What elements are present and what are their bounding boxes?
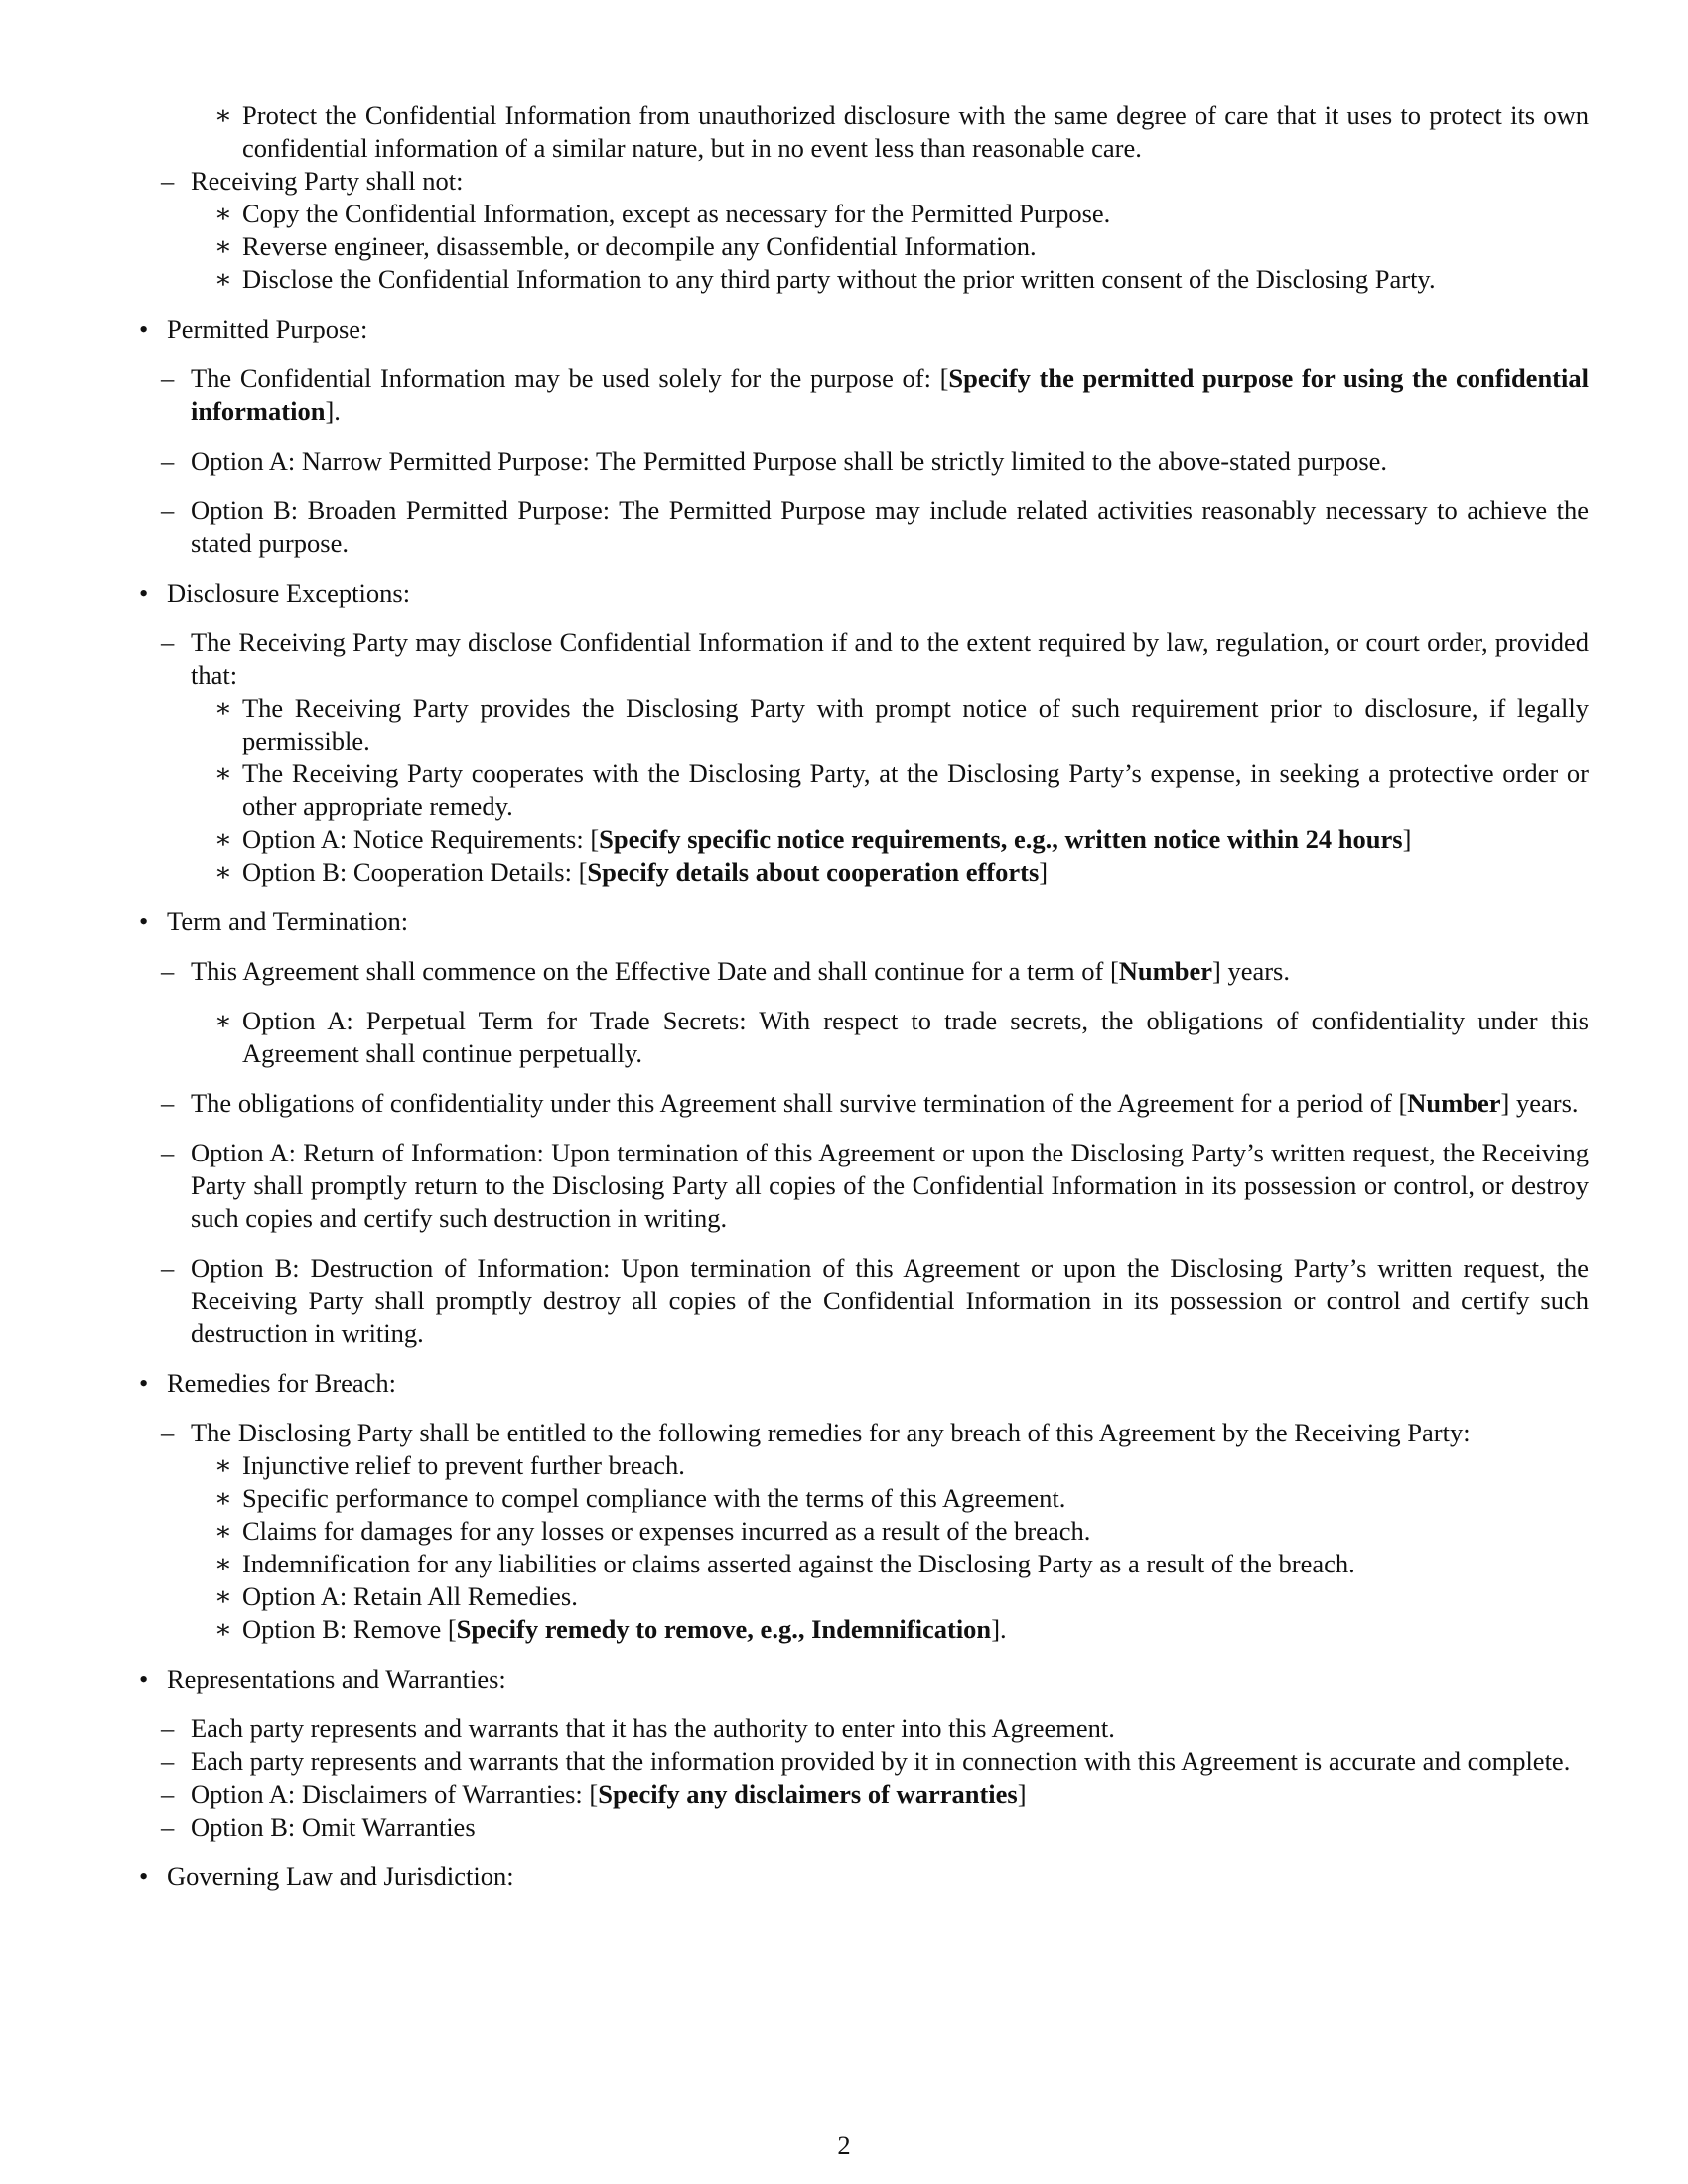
asterisk-bullet: ∗ — [214, 199, 233, 228]
asterisk-bullet: ∗ — [214, 1006, 233, 1035]
permitted-purpose-list — [131, 362, 1589, 560]
list-item: – Option A: Disclaimers of Warranties: [Specify any disclaimers of warranties] — [161, 1779, 1027, 1809]
document-body — [131, 99, 1589, 1910]
dash-bullet: – — [161, 1812, 175, 1842]
round-bullet: • — [139, 1368, 149, 1398]
dash-bullet: – — [161, 1779, 175, 1809]
dash-bullet: – — [161, 1138, 175, 1167]
list-item: ∗ Injunctive relief to prevent further breach. — [214, 1450, 685, 1480]
list-item: ∗ Specific performance to compel compliance with the terms of this Agreement. — [214, 1483, 1066, 1513]
section-heading: Remedies for Breach: — [167, 1368, 397, 1398]
list-item: – The Confidential Information may be used solely for the purpose of: [Specify the permitted purpose for using the confidential information]. — [161, 363, 1589, 426]
list-item: – The Disclosing Party shall be entitled to the following remedies for any breach of this Agreement by the Receiving Party: ∗ Injunctive relief to prevent further breach. ∗ Specific performance to compel compliance with the terms of this Agreement. ∗ Claims for damages for any losses or expenses incurred as a result of the breach. ∗ Indemnification for any liabilities or claims asserted against the Disclosing Party as a result of the breach. ∗ Option A: Retain All Remedies. ∗ Option B: Remove [Specify remedy to remove, e.g., Indemnification]. — [131, 1417, 1589, 1646]
asterisk-bullet: ∗ — [214, 824, 233, 854]
dash-bullet: – — [161, 1746, 175, 1776]
term-list — [131, 955, 1589, 1350]
list-item: ∗ Option A: Perpetual Term for Trade Secrets: With respect to trade secrets, the obligations of confidentiality under this Agreement shall continue perpetually. — [214, 1006, 1589, 1068]
section-permitted-purpose — [131, 313, 1589, 560]
remedies-sublist — [191, 1449, 1589, 1646]
list-item: ∗ Indemnification for any liabilities or claims asserted against the Disclosing Party as a result of the breach. — [214, 1549, 1355, 1578]
dash-bullet: – — [161, 956, 175, 986]
placeholder-text: Specify any disclaimers of warranties — [598, 1779, 1018, 1809]
list-item: ∗ Option B: Cooperation Details: [Specify details about cooperation efforts] — [214, 857, 1049, 887]
round-bullet: • — [139, 578, 149, 608]
list-item: – Option B: Destruction of Information: Upon termination of this Agreement or upon the Disclosing Party’s written request, the Receiving Party shall promptly destroy all copies of the Confidential Information in its possession or control and certify such destruction in writing. — [161, 1253, 1589, 1348]
term-sublist — [191, 1005, 1589, 1070]
list-item: – Option B: Broaden Permitted Purpose: The Permitted Purpose may include related activities reasonably necessary to achieve the stated purpose. — [161, 495, 1589, 558]
asterisk-bullet: ∗ — [214, 1614, 233, 1644]
continuation-block — [161, 99, 1589, 296]
dash-bullet: – — [161, 446, 175, 476]
list-item: – The obligations of confidentiality under this Agreement shall survive termination of the Agreement for a period of [Number] years. — [161, 1088, 1579, 1118]
section-term-termination — [131, 905, 1589, 1350]
round-bullet: • — [139, 1664, 149, 1694]
disclosure-sublist — [191, 692, 1589, 888]
placeholder-text: Specify remedy to remove, e.g., Indemnification — [456, 1614, 992, 1644]
page-number: 2 — [837, 2130, 851, 2160]
placeholder-text: Specify the permitted purpose for using the confidential information — [191, 363, 1589, 426]
list-item: – Option A: Narrow Permitted Purpose: The Permitted Purpose shall be strictly limited to the above-stated purpose. — [161, 446, 1388, 476]
asterisk-bullet: ∗ — [214, 758, 233, 788]
dash-bullet: – — [161, 1088, 175, 1118]
list-item: ∗ Copy the Confidential Information, except as necessary for the Permitted Purpose. — [214, 199, 1111, 228]
round-bullet: • — [139, 906, 149, 936]
protect-list — [191, 99, 1589, 165]
list-item: – Each party represents and warrants that the information provided by it in connection with this Agreement is accurate and complete. — [161, 1746, 1571, 1776]
asterisk-bullet: ∗ — [214, 264, 233, 294]
dash-bullet: – — [161, 627, 175, 657]
shall-not-list — [131, 165, 1589, 296]
section-heading: Permitted Purpose: — [167, 314, 368, 343]
placeholder-text: Specify details about cooperation efforts — [587, 857, 1040, 887]
list-item: – The Receiving Party may disclose Confidential Information if and to the extent required by law, regulation, or court order, provided that: ∗ The Receiving Party provides the Disclosing Party with prompt notice of such requirement prior to disclosure, if legally permissible. ∗ The Receiving Party cooperates with the Disclosing Party, at the Disclosing Party’s expense, in seeking a protective order or other appropriate remedy. ∗ Option A: Notice Requirements: [Specify specific notice requirements, e.g., written notice within 24 hours] ∗ Option B: Cooperation Details: [Specify details about cooperation efforts] — [161, 627, 1589, 887]
representations-list — [131, 1712, 1589, 1843]
placeholder-text: Number — [1407, 1088, 1501, 1118]
disclosure-list — [131, 626, 1589, 888]
section-heading: Term and Termination: — [167, 906, 409, 936]
list-item: – Receiving Party shall not: ∗ Copy the Confidential Information, except as necessary for the Permitted Purpose. ∗ Reverse engineer, disassemble, or decompile any Confidential Information. ∗ Disclose the Confidential Information to any third party without the prior written consent of the Disclosing Party. — [131, 165, 1589, 296]
dash-bullet: – — [161, 495, 175, 525]
asterisk-bullet: ∗ — [214, 1516, 233, 1546]
list-item: ∗ Reverse engineer, disassemble, or decompile any Confidential Information. — [214, 231, 1037, 261]
round-bullet: • — [139, 1861, 149, 1891]
asterisk-bullet: ∗ — [214, 100, 233, 130]
asterisk-bullet: ∗ — [214, 1450, 233, 1480]
placeholder-text: Number — [1118, 956, 1212, 986]
asterisk-bullet: ∗ — [214, 1483, 233, 1513]
asterisk-bullet: ∗ — [214, 693, 233, 723]
list-item: ∗ The Receiving Party provides the Disclosing Party with prompt notice of such requirement prior to disclosure, if legally permissible. — [214, 693, 1589, 755]
list-item: ∗ Protect the Confidential Information from unauthorized disclosure with the same degree of care that it uses to protect its own confidential information of a similar nature, but in no event less than reasonable care. — [214, 100, 1589, 163]
section-heading: Governing Law and Jurisdiction: — [167, 1861, 514, 1891]
remedies-list — [131, 1417, 1589, 1646]
section-governing-law — [131, 1860, 1589, 1893]
section-list — [131, 313, 1589, 1893]
list-item: – This Agreement shall commence on the Effective Date and shall continue for a term of [Number] years. ∗ Option A: Perpetual Term for Trade Secrets: With respect to trade secrets, the obligations of confidentiality under this Agreement shall continue perpetually. — [161, 956, 1589, 1068]
list-item: ∗ Option A: Notice Requirements: [Specify specific notice requirements, e.g., written notice within 24 hours] — [214, 824, 1412, 854]
section-heading: Representations and Warranties: — [167, 1664, 506, 1694]
asterisk-bullet: ∗ — [214, 231, 233, 261]
asterisk-bullet: ∗ — [214, 1549, 233, 1578]
dash-bullet: – — [161, 363, 175, 393]
dash-bullet: – — [161, 1253, 175, 1283]
dash-bullet: – — [161, 1713, 175, 1743]
dash-bullet: – — [161, 166, 175, 196]
section-heading: Disclosure Exceptions: — [167, 578, 411, 608]
dash-bullet: – — [161, 1418, 175, 1447]
shall-not-sublist — [191, 198, 1589, 296]
list-item: ∗ Option B: Remove [Specify remedy to remove, e.g., Indemnification]. — [214, 1614, 1007, 1644]
section-disclosure-exceptions — [131, 577, 1589, 888]
list-item: ∗ The Receiving Party cooperates with the Disclosing Party, at the Disclosing Party’s expense, in seeking a protective order or other appropriate remedy. — [214, 758, 1589, 821]
placeholder-text: Specify specific notice requirements, e.g., written notice within 24 hours — [599, 824, 1403, 854]
list-item: ∗ Claims for damages for any losses or expenses incurred as a result of the breach. — [214, 1516, 1091, 1546]
asterisk-bullet: ∗ — [214, 857, 233, 887]
asterisk-bullet: ∗ — [214, 1581, 233, 1611]
list-item: – Each party represents and warrants that it has the authority to enter into this Agreement. — [161, 1713, 1115, 1743]
section-representations — [131, 1663, 1589, 1843]
list-item: – Option B: Omit Warranties — [161, 1812, 476, 1842]
section-remedies — [131, 1367, 1589, 1646]
round-bullet: • — [139, 314, 149, 343]
list-item: – Option A: Return of Information: Upon termination of this Agreement or upon the Disclosing Party’s written request, the Receiving Party shall promptly return to the Disclosing Party all copies of the Confidential Information in its possession or control, or destroy such copies and certify such destruction in writing. — [161, 1138, 1589, 1233]
list-item: ∗ Disclose the Confidential Information to any third party without the prior written consent of the Disclosing Party. — [214, 264, 1436, 294]
list-item: ∗ Option A: Retain All Remedies. — [214, 1581, 578, 1611]
